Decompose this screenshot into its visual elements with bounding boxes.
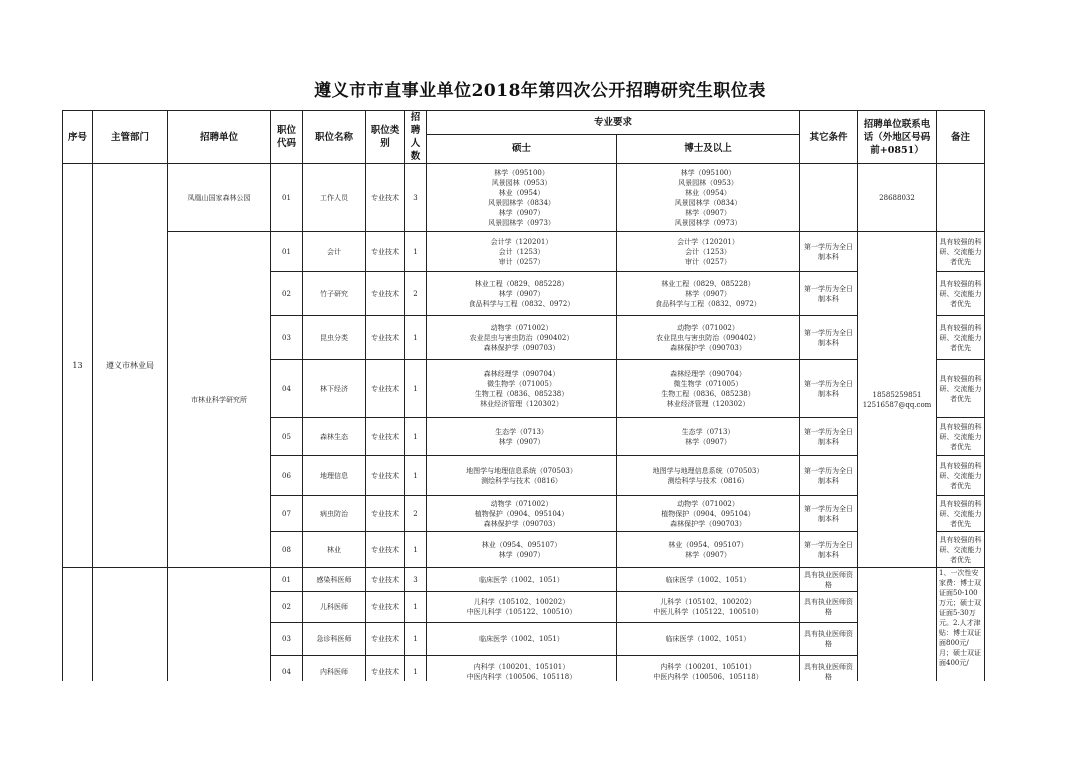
name-cell: 森林生态 [303,418,366,456]
count-cell: 2 [405,272,427,316]
remark-cell: 具有较强的科研、交流能力者优先 [937,456,985,496]
major-line: 林业经济管理（120302） [666,399,750,408]
header-category: 职位类别 [366,111,405,164]
major-line: 动物学（071002） [677,499,739,508]
count-cell: 1 [405,532,427,568]
master-major-cell [427,592,617,623]
name-cell: 林下经济 [303,360,366,418]
page-bottom-margin [0,681,1080,764]
category-cell: 专业技术 [366,456,405,496]
category-cell: 专业技术 [366,316,405,360]
code-cell: 02 [271,272,303,316]
phd-major-cell [617,316,800,360]
phd-major-cell [617,592,800,623]
code-cell: 04 [271,360,303,418]
major-line: 生物工程（0836、085238） [661,389,755,398]
major-line: 儿科学（105102、100202） [660,598,756,606]
contact-phone: 18585259851 [872,390,922,399]
major-line: 风景园林学（0834） [488,198,555,207]
unit-cell: 凤凰山国家森林公园 [168,164,271,232]
remark-cell [937,164,985,232]
page-title: 遵义市市直事业单位2018年第四次公开招聘研究生职位表 [314,81,766,101]
master-major-cell [427,164,617,232]
major-line: 中医内科学（100506、105118） [653,673,763,681]
master-major-cell [427,568,617,592]
major-line: 林业（0954） [498,188,545,197]
major-line: 植物保护（0904、095104） [661,509,755,518]
code-cell: 02 [271,592,303,623]
code-cell: 03 [271,623,303,656]
unit-cell: 市林业科学研究所 [168,232,271,568]
major-line: 森林保护学（090703） [670,343,746,352]
category-cell: 专业技术 [366,164,405,232]
phd-major-cell [617,532,800,568]
major-line: 动物学（071002） [490,499,553,508]
seq-cell [63,568,93,689]
major-line: 林业（0954） [685,188,731,197]
table-row [63,568,985,592]
remark-cell: 1、一次性安家费：博士双证面50-100万元；硕士双证面5-30万元。2.人才津贴：博士双证面800元/月；硕士双证面400元/ [937,568,985,689]
major-line: 地图学与地理信息系统（070503） [652,466,764,475]
major-line: 林学（0907） [685,437,731,446]
contact-cell: 28688032 [858,164,937,232]
major-line: 林学（095100） [680,168,736,177]
major-line: 风景园林学（0973） [488,218,555,227]
contact-email: 12516587@qq.com [862,400,932,409]
other-cond-cell: 第一学历为全日制本科 [800,456,858,496]
header-unit: 招聘单位 [168,111,271,164]
phd-major-cell [617,418,800,456]
remark-cell: 具有较强的科研、交流能力者优先 [937,316,985,360]
major-line: 临床医学（1002、1051） [479,575,564,584]
code-cell: 05 [271,418,303,456]
major-line: 林学（0907） [498,437,545,446]
major-line: 农业昆虫与害虫防治（090402） [469,333,574,342]
remark-cell: 具有较强的科研、交流能力者优先 [937,418,985,456]
name-cell: 林业 [303,532,366,568]
other-cond-cell: 第一学历为全日制本科 [800,316,858,360]
category-cell: 专业技术 [366,232,405,272]
other-cond-cell: 具有执业医师资格 [800,623,858,656]
major-line: 林业工程（0829、085228） [474,279,569,288]
count-cell: 2 [405,496,427,532]
header-seq: 序号 [63,111,93,164]
major-line: 森林经理学（090704） [670,369,746,378]
category-cell: 专业技术 [366,532,405,568]
major-line: 中医儿科学（105122、100510） [466,608,577,616]
code-cell: 07 [271,496,303,532]
major-line: 测绘科学与技术（0816） [667,476,749,485]
major-line: 林业（0954、095107） [481,540,562,549]
major-line: 测绘科学与技术（0816） [481,476,562,485]
master-major-cell [427,316,617,360]
major-line: 生态学（0713） [495,427,548,436]
major-line: 森林经理学（090704） [483,369,560,378]
count-cell: 1 [405,656,427,689]
major-line: 林学（0907） [685,550,731,559]
other-cond-cell: 具有执业医师资格 [800,592,858,623]
count-cell: 1 [405,360,427,418]
code-cell: 06 [271,456,303,496]
code-cell: 01 [271,164,303,232]
header-contact: 招聘单位联系电话（外地区号码前+0851） [858,111,937,164]
other-cond-cell [800,164,858,232]
major-line: 林学（095100） [494,168,549,177]
header-major-group: 专业要求 [427,111,800,135]
contact-cell [858,232,937,568]
major-line: 动物学（071002） [677,323,739,332]
name-cell: 竹子研究 [303,272,366,316]
major-line: 审计（0257） [685,257,731,266]
header-remark: 备注 [937,111,985,164]
remark-cell: 具有较强的科研、交流能力者优先 [937,496,985,532]
name-cell: 工作人员 [303,164,366,232]
category-cell: 专业技术 [366,592,405,623]
major-line: 动物学（071002） [490,323,553,332]
name-cell: 昆虫分类 [303,316,366,360]
count-cell: 1 [405,623,427,656]
code-cell: 08 [271,532,303,568]
category-cell: 专业技术 [366,656,405,689]
code-cell: 01 [271,568,303,592]
major-line: 森林保护学（090703） [670,519,746,528]
name-cell: 内科医师 [303,656,366,689]
major-line: 食品科学与工程（0832、0972） [655,299,761,308]
phd-major-cell [617,568,800,592]
master-major-cell [427,496,617,532]
other-cond-cell: 第一学历为全日制本科 [800,232,858,272]
code-cell: 03 [271,316,303,360]
major-line: 生态学（0713） [681,427,735,436]
major-line: 林业经济管理（120302） [480,399,563,408]
dept-cell [93,568,168,689]
header-phd: 博士及以上 [617,134,800,163]
category-cell: 专业技术 [366,568,405,592]
master-major-cell [427,456,617,496]
phd-major-cell [617,360,800,418]
major-line: 会计（1253） [685,247,731,256]
other-cond-cell: 第一学历为全日制本科 [800,532,858,568]
other-cond-cell: 第一学历为全日制本科 [800,418,858,456]
name-cell: 会计 [303,232,366,272]
remark-cell: 具有较强的科研、交流能力者优先 [937,360,985,418]
major-line: 儿科学（105102、100202） [473,598,570,606]
major-line: 森林保护学（090703） [483,343,560,352]
code-cell: 04 [271,656,303,689]
major-line: 林学（0907） [498,550,545,559]
other-cond-cell: 第一学历为全日制本科 [800,360,858,418]
major-line: 林学（0907） [498,208,545,217]
major-line: 林业（0954、095107） [668,540,748,549]
count-cell: 3 [405,164,427,232]
count-cell: 1 [405,592,427,623]
header-master: 硕士 [427,134,617,163]
name-cell: 急诊科医师 [303,623,366,656]
code-cell: 01 [271,232,303,272]
phd-major-cell [617,623,800,656]
category-cell: 专业技术 [366,623,405,656]
major-line: 林学（0907） [498,289,545,298]
major-line: 林学（0907） [685,208,731,217]
header-count: 招聘人数 [405,111,427,164]
header-name: 职位名称 [303,111,366,164]
count-cell: 1 [405,316,427,360]
category-cell: 专业技术 [366,496,405,532]
remark-cell: 具有较强的科研、交流能力者优先 [937,272,985,316]
category-cell: 专业技术 [366,272,405,316]
major-line: 风景园林学（0834） [674,198,742,207]
major-line: 风景园林（0953） [491,178,552,187]
major-line: 中医内科学（100506、105118） [466,673,577,681]
table-row [63,164,985,232]
remark-cell: 具有较强的科研、交流能力者优先 [937,532,985,568]
master-major-cell [427,232,617,272]
other-cond-cell: 具有执业医师资格 [800,656,858,689]
major-line: 临床医学（1002、1051） [665,575,751,584]
other-cond-cell: 第一学历为全日制本科 [800,496,858,532]
major-line: 风景园林（0953） [678,178,738,187]
phd-major-cell [617,272,800,316]
major-line: 微生物学（071005） [487,379,556,388]
major-line: 会计（1253） [498,247,545,256]
major-line: 森林保护学（090703） [483,519,560,528]
name-cell: 儿科医师 [303,592,366,623]
dept-cell: 遵义市林业局 [93,164,168,568]
table-row [63,232,985,272]
header-dept: 主管部门 [93,111,168,164]
major-line: 临床医学（1002、1051） [479,635,564,643]
master-major-cell [427,360,617,418]
major-line: 审计（0257） [498,257,545,266]
master-major-cell [427,532,617,568]
major-line: 林学（0907） [685,289,731,298]
phd-major-cell [617,232,800,272]
phd-major-cell [617,496,800,532]
major-line: 植物保护（0904、095104） [474,509,569,518]
major-line: 地图学与地理信息系统（070503） [466,466,577,475]
header-code: 职位代码 [271,111,303,164]
major-line: 中医儿科学（105122、100510） [653,608,763,616]
count-cell: 3 [405,568,427,592]
major-line: 生物工程（0836、085238） [474,389,569,398]
count-cell: 1 [405,418,427,456]
major-line: 内科学（100201、105101） [660,663,756,671]
remark-cell: 具有较强的科研、交流能力者优先 [937,232,985,272]
phd-major-cell [617,164,800,232]
major-line: 微生物学（071005） [673,379,743,388]
count-cell: 1 [405,232,427,272]
major-line: 食品科学与工程（0832、0972） [468,299,575,308]
major-line: 林业工程（0829、085228） [661,279,755,288]
other-cond-cell: 具有执业医师资格 [800,568,858,592]
major-line: 临床医学（1002、1051） [665,635,751,643]
name-cell: 感染科医师 [303,568,366,592]
name-cell: 地理信息 [303,456,366,496]
other-cond-cell: 第一学历为全日制本科 [800,272,858,316]
major-line: 会计学（120201） [490,237,553,246]
master-major-cell [427,272,617,316]
master-major-cell [427,418,617,456]
category-cell: 专业技术 [366,360,405,418]
positions-table [62,110,985,689]
category-cell: 专业技术 [366,418,405,456]
name-cell: 病虫防治 [303,496,366,532]
count-cell: 1 [405,456,427,496]
master-major-cell [427,623,617,656]
contact-cell [858,568,937,689]
major-line: 风景园林学（0973） [674,218,742,227]
header-other: 其它条件 [800,111,858,164]
major-line: 内科学（100201、105101） [473,663,570,671]
seq-cell: 13 [63,164,93,568]
unit-cell [168,568,271,689]
phd-major-cell [617,456,800,496]
major-line: 会计学（120201） [677,237,739,246]
major-line: 农业昆虫与害虫防治（090402） [656,333,760,342]
